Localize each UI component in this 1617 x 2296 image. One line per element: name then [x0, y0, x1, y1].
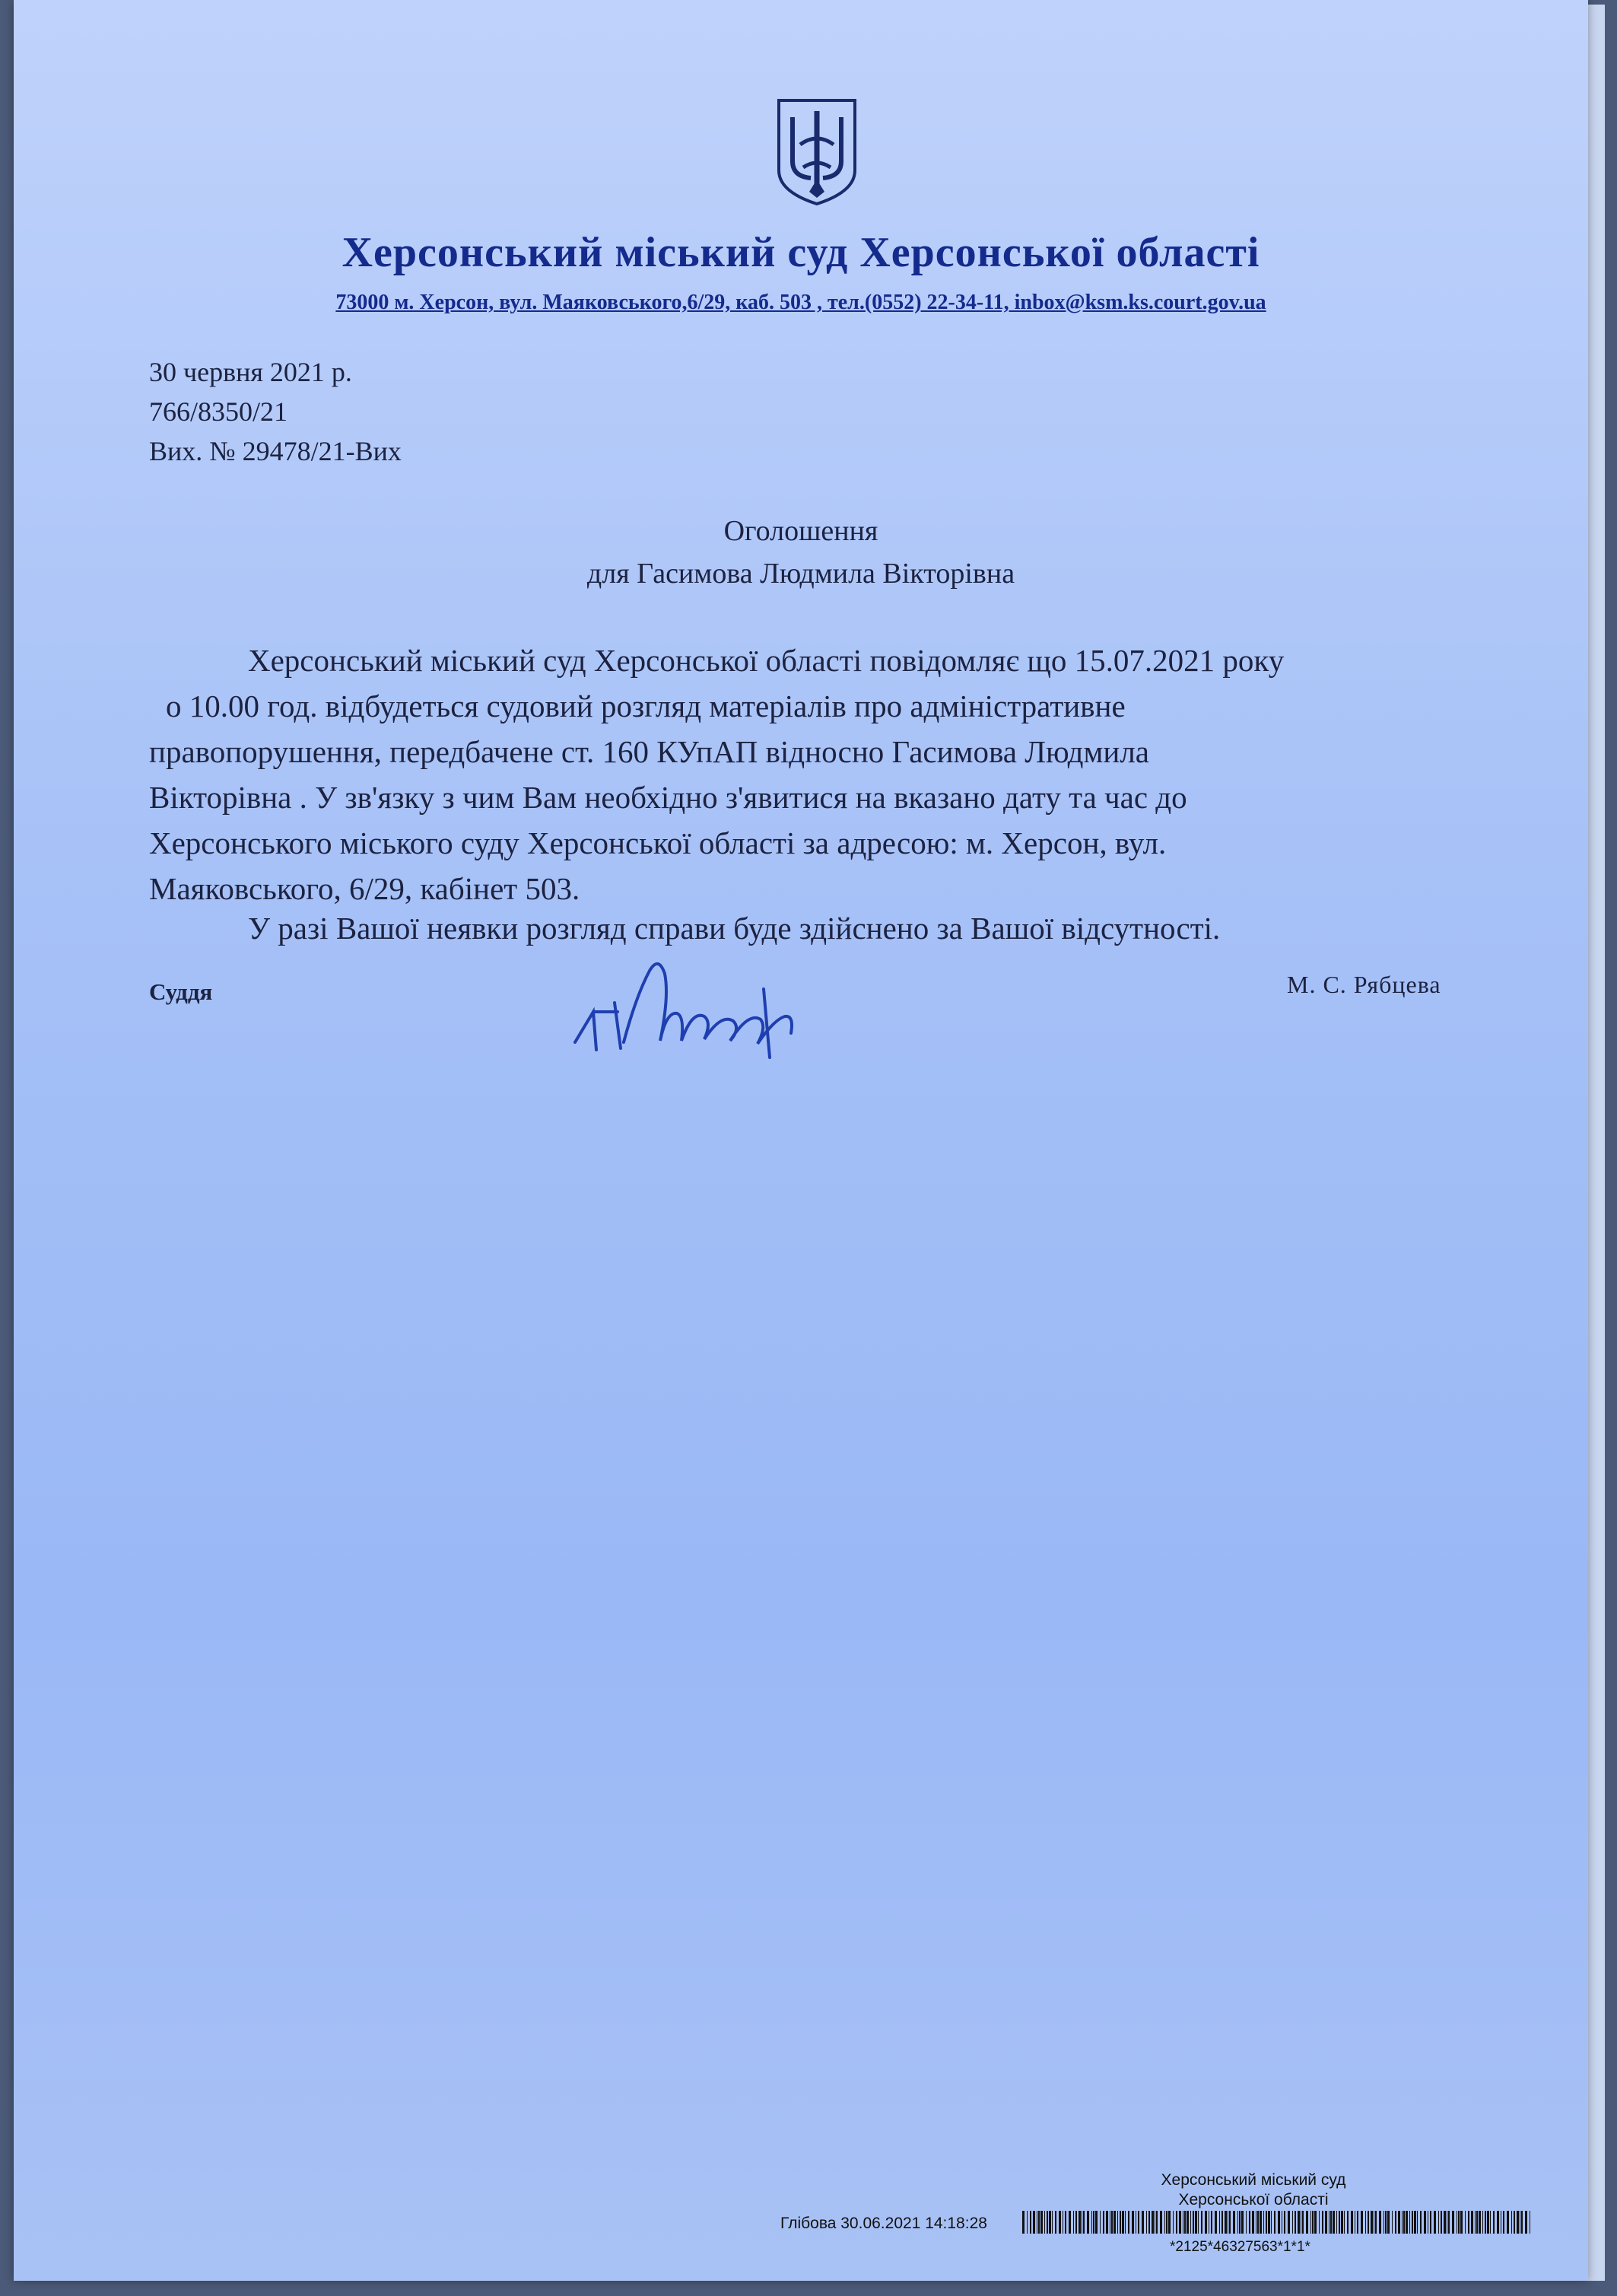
- barcode-bar: [1087, 2211, 1089, 2234]
- barcode-bar: [1511, 2211, 1512, 2234]
- barcode-bar: [1100, 2211, 1101, 2234]
- barcode-bar: [1079, 2211, 1081, 2234]
- barcode-bar: [1219, 2211, 1220, 2234]
- barcode-bar: [1402, 2211, 1403, 2234]
- barcode-bar: [1361, 2211, 1363, 2234]
- barcode-bar: [1347, 2211, 1349, 2234]
- barcode-bar: [1333, 2211, 1335, 2234]
- barcode-bar: [1295, 2211, 1296, 2234]
- barcode-bar: [1310, 2211, 1311, 2234]
- barcode-bar: [1193, 2211, 1194, 2234]
- barcode-bar: [1142, 2211, 1144, 2234]
- barcode-number: *2125*46327563*1*1*: [1170, 2239, 1310, 2255]
- barcode-bar: [1260, 2211, 1262, 2234]
- barcode-bar: [1241, 2211, 1244, 2234]
- barcode-bar: [1065, 2211, 1066, 2234]
- barcode-bar: [1387, 2211, 1390, 2234]
- barcode-bar: [1503, 2211, 1504, 2234]
- barcode-bar: [1319, 2211, 1320, 2234]
- barcode-bar: [1414, 2211, 1416, 2234]
- trident-coat-of-arms-icon: [774, 97, 859, 207]
- barcode-bar: [1365, 2211, 1366, 2234]
- barcode-bar: [1179, 2211, 1181, 2234]
- barcode-bar: [1379, 2211, 1381, 2234]
- barcode-bar: [1430, 2211, 1431, 2234]
- barcode-bar: [1229, 2211, 1231, 2234]
- barcode-bar: [1521, 2211, 1523, 2234]
- barcode-bar: [1465, 2211, 1466, 2234]
- barcode-bar: [1047, 2211, 1048, 2234]
- barcode-bar: [1507, 2211, 1509, 2234]
- barcode-bar: [1344, 2211, 1345, 2234]
- barcode-bar: [1257, 2211, 1259, 2234]
- barcode-bar: [1106, 2211, 1108, 2234]
- barcode-bar: [1176, 2211, 1177, 2234]
- stamp-org-line-2: Херсонської області: [1178, 2191, 1329, 2209]
- barcode-bar: [1514, 2211, 1515, 2234]
- barcode-bar: [1168, 2211, 1171, 2234]
- barcode-bar: [1434, 2211, 1436, 2234]
- barcode-bar: [1409, 2211, 1410, 2234]
- announcement-title: Оголошення: [723, 515, 878, 547]
- barcode-bar: [1266, 2211, 1267, 2234]
- barcode-bar: [1030, 2211, 1031, 2234]
- barcode-bar: [1184, 2211, 1186, 2234]
- barcode-bar: [1271, 2211, 1272, 2234]
- barcode-bar: [1284, 2211, 1285, 2234]
- barcode-bar: [1044, 2211, 1045, 2234]
- barcode-bar: [1330, 2211, 1332, 2234]
- registration-line: Глібова 30.06.2021 14:18:28: [780, 2215, 987, 2232]
- barcode-bar: [1479, 2211, 1481, 2234]
- barcode-bar: [1412, 2211, 1413, 2234]
- barcode-bar: [1052, 2211, 1053, 2234]
- barcode-bar: [1403, 2211, 1405, 2234]
- announcement-recipient: для Гасимова Людмила Вікторівна: [586, 558, 1015, 590]
- barcode-bar: [1487, 2211, 1489, 2234]
- barcode-bar: [1233, 2211, 1235, 2234]
- barcode-bar: [1187, 2211, 1189, 2234]
- barcode-bar: [1103, 2211, 1104, 2234]
- barcode-bar: [1525, 2211, 1527, 2234]
- barcode-bar: [1351, 2211, 1353, 2234]
- barcode-bar: [1027, 2211, 1028, 2234]
- barcode-bar: [1095, 2211, 1098, 2234]
- barcode-bar: [1322, 2211, 1323, 2234]
- barcode-bar: [1476, 2211, 1478, 2234]
- body-line-1: Херсонський міський суд Херсонської області повідомляє що 15.07.2021 року: [248, 643, 1285, 678]
- body-line-2: о 10.00 год. відбудеться судовий розгляд матеріалів про адміністративне: [166, 688, 1126, 723]
- document-page: [14, 0, 1588, 2281]
- barcode-bar: [1237, 2211, 1238, 2234]
- barcode-bar: [1246, 2211, 1247, 2234]
- barcode-bar: [1375, 2211, 1377, 2234]
- body-line-6: Маяковського, 6/29, кабінет 503.: [149, 871, 580, 906]
- barcode-bar: [1471, 2211, 1473, 2234]
- barcode-bar: [1368, 2211, 1369, 2234]
- barcode-bar: [1460, 2211, 1463, 2234]
- barcode-bar: [1441, 2211, 1442, 2234]
- barcode-bar: [1083, 2211, 1085, 2234]
- barcode-bar: [1239, 2211, 1241, 2234]
- barcode-bar: [1339, 2211, 1340, 2234]
- barcode-bar: [1312, 2211, 1314, 2234]
- signature-role: Суддя: [149, 978, 213, 1005]
- barcode-bar: [1417, 2211, 1418, 2234]
- barcode-bar: [1040, 2211, 1043, 2234]
- barcode-bar: [1117, 2211, 1118, 2234]
- barcode-bar: [1122, 2211, 1124, 2234]
- barcode-bar: [1166, 2211, 1167, 2234]
- barcode-bar: [1448, 2211, 1450, 2234]
- stamp-org-line-1: Херсонський міський суд: [1161, 2171, 1346, 2189]
- barcode-bar: [1302, 2211, 1304, 2234]
- barcode-bar: [1336, 2211, 1337, 2234]
- barcode-bar: [1325, 2211, 1327, 2234]
- barcode-bar: [1406, 2211, 1408, 2234]
- barcode-bar: [1160, 2211, 1162, 2234]
- barcode-bar: [1152, 2211, 1154, 2234]
- barcode-bar: [1263, 2211, 1264, 2234]
- barcode-bar: [1075, 2211, 1077, 2234]
- barcode-bar: [1198, 2211, 1199, 2234]
- barcode-bar: [1314, 2211, 1317, 2234]
- barcode-bar: [1493, 2211, 1495, 2234]
- barcode-bar: [1201, 2211, 1202, 2234]
- barcode-bar: [1069, 2211, 1071, 2234]
- barcode-bar: [1357, 2211, 1358, 2234]
- body-line-4: Вікторівна . У зв'язку з чим Вам необхідно з'явитися на вказано дату та час до: [149, 780, 1187, 815]
- judge-name: М. С. Рябцева: [1287, 971, 1441, 998]
- barcode-bar: [1395, 2211, 1396, 2234]
- barcode-bar: [1249, 2211, 1250, 2234]
- barcode-bar: [1268, 2211, 1270, 2234]
- barcode-bar: [1385, 2211, 1387, 2234]
- barcode-bar: [1490, 2211, 1491, 2234]
- barcode-bar: [1371, 2211, 1373, 2234]
- body-line-5: Херсонського міського суду Херсонської області за адресою: м. Херсон, вул.: [149, 825, 1167, 860]
- barcode-bar: [1392, 2211, 1393, 2234]
- barcode-bar: [1475, 2211, 1476, 2234]
- body-line-3: правопорушення, передбачене ст. 160 КУпАП відносно Гасимова Людмила: [149, 734, 1150, 769]
- case-number: 766/8350/21: [149, 396, 288, 427]
- barcode-bar: [1215, 2211, 1217, 2234]
- barcode-bar: [1444, 2211, 1446, 2234]
- barcode-bar: [1132, 2211, 1134, 2234]
- barcode-bar: [1195, 2211, 1197, 2234]
- closing-line: У разі Вашої неявки розгляд справи буде здійснено за Вашої відсутності.: [248, 911, 1221, 946]
- barcode-bar: [1164, 2211, 1165, 2234]
- barcode-bar: [1468, 2211, 1469, 2234]
- barcode-bar: [1190, 2211, 1191, 2234]
- court-address: 73000 м. Херсон, вул. Маяковського,6/29, каб. 503 , тел.(0552) 22-34-11, inbox@ksm.ks.court.gov.ua: [335, 291, 1266, 314]
- barcode-bar: [1128, 2211, 1129, 2234]
- document-date: 30 червня 2021 р.: [149, 357, 352, 387]
- barcode-bar: [1146, 2211, 1147, 2234]
- barcode-bar: [1482, 2211, 1483, 2234]
- barcode-bar: [1298, 2211, 1300, 2234]
- barcode-bar: [1113, 2211, 1116, 2234]
- barcode-bar: [1398, 2211, 1400, 2234]
- barcode-bar: [1225, 2211, 1227, 2234]
- barcode-bar: [1458, 2211, 1460, 2234]
- barcode-bar: [1138, 2211, 1139, 2234]
- barcode-bar: [1221, 2211, 1223, 2234]
- barcode-bar: [1292, 2211, 1293, 2234]
- barcode-bar: [1148, 2211, 1150, 2234]
- barcode-bar: [1073, 2211, 1074, 2234]
- barcode-bar: [1093, 2211, 1094, 2234]
- barcode-bar: [1055, 2211, 1056, 2234]
- handwritten-signature: [570, 943, 814, 1065]
- barcode-bar: [1252, 2211, 1254, 2234]
- barcode: [1022, 2211, 1532, 2234]
- barcode-bar: [1205, 2211, 1207, 2234]
- barcode-bar: [1517, 2211, 1519, 2234]
- barcode-bar: [1420, 2211, 1422, 2234]
- barcode-bar: [1306, 2211, 1308, 2234]
- outgoing-number: Вих. № 29478/21-Вих: [149, 436, 402, 466]
- barcode-bar: [1038, 2211, 1040, 2234]
- barcode-bar: [1341, 2211, 1343, 2234]
- barcode-bar: [1438, 2211, 1439, 2234]
- barcode-bar: [1111, 2211, 1113, 2234]
- barcode-bar: [1211, 2211, 1212, 2234]
- barcode-bar: [1059, 2211, 1061, 2234]
- barcode-bar: [1452, 2211, 1454, 2234]
- barcode-bar: [1120, 2211, 1121, 2234]
- barcode-bar: [1278, 2211, 1280, 2234]
- barcode-bar: [1033, 2211, 1035, 2234]
- barcode-bar: [1173, 2211, 1174, 2234]
- barcode-bar: [1485, 2211, 1486, 2234]
- barcode-bar: [1497, 2211, 1499, 2234]
- barcode-bar: [1424, 2211, 1426, 2234]
- barcode-bar: [1091, 2211, 1092, 2234]
- barcode-bar: [1274, 2211, 1275, 2234]
- barcode-bar: [1049, 2211, 1051, 2234]
- court-name: Херсонський міський суд Херсонської області: [342, 229, 1260, 276]
- barcode-bar: [1288, 2211, 1290, 2234]
- barcode-bar: [1156, 2211, 1158, 2234]
- barcode-bar: [1125, 2211, 1126, 2234]
- barcode-bar: [1022, 2211, 1025, 2234]
